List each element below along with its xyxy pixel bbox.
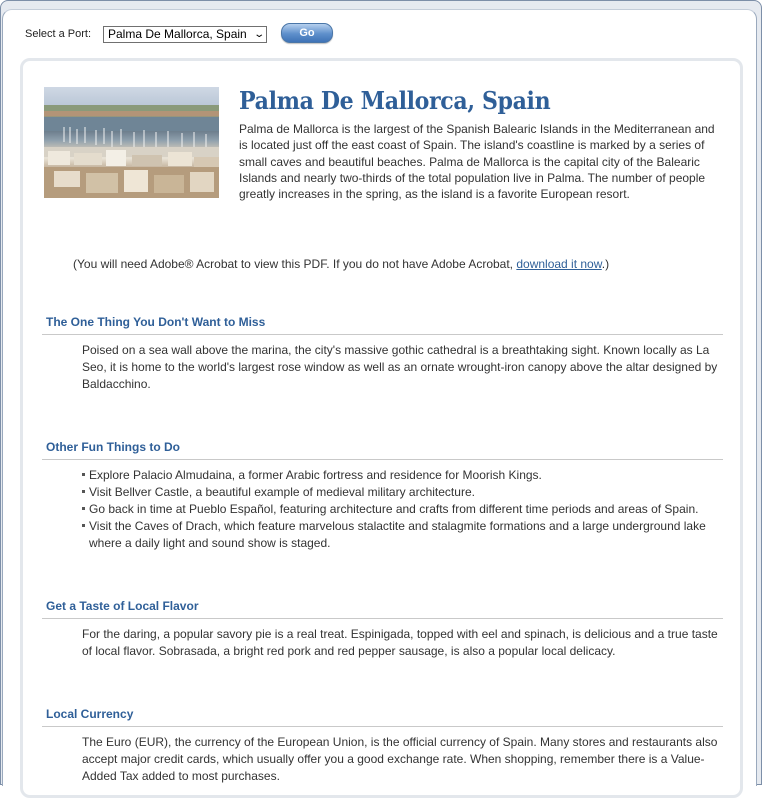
section-list — [42, 467, 723, 552]
section-heading: Local Currency — [42, 707, 723, 727]
go-button[interactable]: Go — [281, 23, 333, 43]
pdf-note-text: (You will need Adobe® Acrobat to view this PDF. If you do not have Adobe Acrobat, — [73, 257, 517, 271]
section-currency — [42, 707, 723, 785]
port-intro: Palma de Mallorca is the largest of the Spanish Balearic Islands in the Mediterranean and is located just off the east coast of Spain. The island's coastline is marked by a series of small caves and beautiful beaches. Palma de Mallorca is the capital city of the Balearic Islands and nearly two-thirds of the total population live in Palma. The number of people greatly increases in the spring, as the island is a favorite European resort. — [239, 122, 715, 202]
port-title: Palma De Mallorca, Spain — [239, 86, 551, 115]
section-text: Poised on a sea wall above the marina, the city's massive gothic cathedral is a breathtaking sight. Known locally as La Seo, it is home to the world's largest rose window as well as an ornate wrought-iron canopy above the altar designed by Baldacchino. — [82, 343, 718, 391]
download-acrobat-link[interactable]: download it now — [516, 257, 602, 271]
chevron-down-icon: ⌄ — [252, 28, 265, 40]
list-item: Visit the Caves of Drach, which feature marvelous stalactite and stalagmite formations and a large underground lake where a daily light and sound show is staged. — [82, 518, 723, 552]
port-select[interactable] — [103, 26, 267, 43]
section-local-flavor — [42, 599, 723, 660]
pdf-note-end: .) — [601, 257, 610, 271]
section-heading: The One Thing You Don't Want to Miss — [42, 315, 723, 335]
section-heading: Get a Taste of Local Flavor — [42, 599, 723, 619]
pdf-note — [73, 257, 609, 271]
section-must-see — [42, 315, 723, 393]
section-fun-things — [42, 440, 723, 552]
section-heading: Other Fun Things to Do — [42, 440, 723, 460]
list-item: Explore Palacio Almudaina, a former Arabic fortress and residence for Moorish Kings. — [82, 467, 723, 484]
port-content-card — [20, 58, 743, 798]
port-select-value: Palma De Mallorca, Spain — [108, 27, 247, 41]
port-select-label: Select a Port: — [25, 28, 92, 40]
harbor-photo-image — [44, 87, 219, 198]
list-item: Visit Bellver Castle, a beautiful example of medieval military architecture. — [82, 484, 723, 501]
section-text: For the daring, a popular savory pie is a real treat. Espinigada, topped with eel and spinach, is delicious and a true taste of local flavor. Sobrasada, a bright red pork and red pepper sausage, is also a popular local delicacy. — [82, 627, 718, 658]
port-photo — [44, 87, 219, 198]
port-selector-bar — [25, 24, 267, 44]
list-item: Go back in time at Pueblo Español, featuring architecture and crafts from different time periods and areas of Spain. — [82, 501, 723, 518]
section-text: The Euro (EUR), the currency of the European Union, is the official currency of Spain. Many stores and restaurants also accept major credit cards, which usually offer you a good exchange rate. When shopping, remember there is a Value-Added Tax added to most purchases. — [82, 735, 718, 783]
